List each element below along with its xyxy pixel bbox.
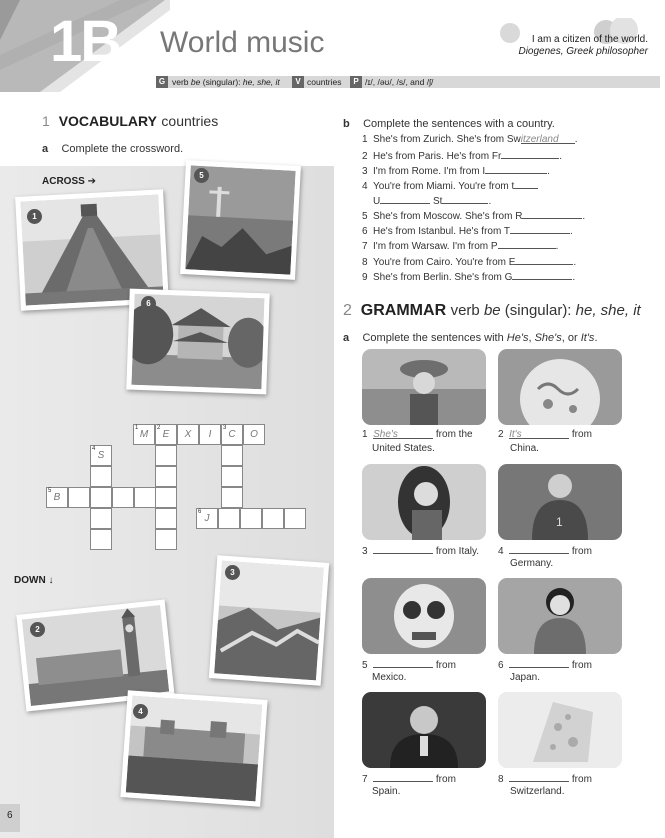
photo-chinese-vase [498, 349, 622, 425]
photo-badge-3: 3 [225, 565, 240, 580]
crossword-cell[interactable]: 1 M [133, 424, 155, 445]
photo-swiss-cheese [498, 692, 622, 768]
photo-italian-woman [362, 464, 486, 540]
crossword-cell[interactable] [90, 508, 112, 529]
vocabulary-tag-text: countries [307, 77, 342, 87]
photo-german-goalkeeper [498, 464, 622, 540]
crossword-cell[interactable] [221, 445, 243, 466]
grammar-item-2: 2 It's from [498, 429, 592, 440]
sentence-3: 3 I'm from Rome. I'm from I . [362, 166, 550, 177]
grammar-item-5-line2: Mexico. [372, 672, 407, 683]
answer-blank[interactable]: itzerland [521, 134, 575, 144]
crossword-cell[interactable] [90, 529, 112, 550]
sentence-8: 8 You're from Cairo. You're from E . [362, 257, 577, 268]
pronunciation-tag-badge: P [350, 76, 362, 88]
crossword-cell[interactable]: X [177, 424, 199, 445]
crossword-cell[interactable]: O [243, 424, 265, 445]
crossword-cell[interactable] [134, 487, 156, 508]
crossword-cell[interactable]: 4 S [90, 445, 112, 466]
crossword-cell[interactable]: 3 C [221, 424, 243, 445]
crossword-cell[interactable] [240, 508, 262, 529]
sentence-6: 6 He's from Istanbul. He's from T . [362, 226, 573, 237]
grammar-item-6-line2: Japan. [510, 672, 541, 683]
answer-blank[interactable] [373, 772, 433, 782]
grammar-tag-badge: G [156, 76, 168, 88]
answer-blank[interactable] [515, 255, 573, 265]
sentence-1: 1 She's from Zurich. She's from Switzerland . [362, 134, 578, 145]
pronunciation-tag-text: /ɪ/, /əʊ/, /s/, and /ʃ/ [365, 77, 434, 87]
answer-blank[interactable] [509, 658, 569, 668]
crossword-cell[interactable] [90, 466, 112, 487]
photo-badge-2: 2 [30, 622, 45, 637]
photo-cowgirl [362, 349, 486, 425]
crossword-cell[interactable] [68, 487, 90, 508]
grammar-heading: 2 GRAMMAR verb be (singular): he, she, it [343, 302, 641, 319]
answer-blank[interactable] [373, 544, 433, 554]
crossword-cell[interactable] [155, 508, 177, 529]
answer-blank[interactable]: She's [373, 429, 433, 439]
grammar-tag-text: verb be (singular): he, she, it [172, 77, 280, 87]
grammar-item-4: 4 from [498, 546, 592, 557]
photo-badge-5: 5 [194, 168, 209, 183]
crossword-cell[interactable] [112, 487, 134, 508]
exercise-b-instruction: b Complete the sentences with a country. [343, 118, 555, 130]
sentence-5: 5 She's from Moscow. She's from R . [362, 211, 586, 222]
quote-author: Diogenes, Greek philosopher [518, 46, 648, 57]
photo-spanish-man [362, 692, 486, 768]
down-label: DOWN ↓ [14, 575, 54, 586]
answer-blank[interactable] [442, 194, 488, 204]
sentence-7: 7 I'm from Warsaw. I'm from P . [362, 241, 559, 252]
vocabulary-heading: 1 VOCABULARY countries [42, 113, 219, 129]
crossword-cell[interactable]: 6 J [196, 508, 218, 529]
answer-blank[interactable] [380, 194, 430, 204]
arrow-down-icon: ↓ [48, 575, 54, 586]
crossword-cell[interactable] [221, 466, 243, 487]
crossword-cell[interactable]: 5 B [46, 487, 68, 508]
vocabulary-instruction-a: a Complete the crossword. [42, 143, 184, 155]
crossword-cell[interactable] [284, 508, 306, 529]
across-label: ACROSS ➔ [42, 176, 96, 187]
crossword-cell[interactable] [155, 445, 177, 466]
photo-japanese-woman [498, 578, 622, 654]
answer-blank[interactable]: It's [509, 429, 569, 439]
crossword-cell[interactable]: I [199, 424, 221, 445]
sentence-9: 9 She's from Berlin. She's from G . [362, 272, 576, 283]
unit-number: 1B [50, 9, 121, 74]
answer-blank[interactable] [514, 179, 538, 189]
svg-text:1: 1 [556, 515, 563, 529]
unit-title: World music [160, 26, 325, 59]
crossword-cell[interactable] [90, 487, 112, 508]
photo-badge-1: 1 [27, 209, 42, 224]
grammar-item-2-line2: China. [510, 443, 539, 454]
quote-text: I am a citizen of the world. [531, 34, 648, 45]
sentence-4: 4 You're from Miami. You're from t [362, 179, 538, 192]
crossword-cell[interactable]: 2 E [155, 424, 177, 445]
answer-blank[interactable] [509, 772, 569, 782]
grammar-item-3: 3 from Italy. [362, 546, 480, 557]
answer-blank[interactable] [522, 209, 582, 219]
answer-blank[interactable] [509, 544, 569, 554]
grammar-instruction-a: a Complete the sentences with He's, She's, or It's. [343, 332, 598, 344]
grammar-item-4-line2: Germany. [510, 558, 554, 569]
sentence-2: 2 He's from Paris. He's from Fr . [362, 151, 563, 162]
answer-blank[interactable] [485, 164, 547, 174]
answer-blank[interactable] [498, 239, 556, 249]
answer-blank[interactable] [512, 270, 572, 280]
answer-blank[interactable] [501, 149, 559, 159]
crossword-cell[interactable] [155, 466, 177, 487]
grammar-item-1: 1 She's from the [362, 429, 473, 440]
photo-sugar-skull [362, 578, 486, 654]
grammar-item-8-line2: Switzerland. [510, 786, 565, 797]
answer-blank[interactable] [373, 658, 433, 668]
grammar-item-7: 7 from [362, 774, 456, 785]
arrow-right-icon: ➔ [87, 176, 96, 187]
photo-badge-6: 6 [141, 296, 156, 311]
grammar-item-7-line2: Spain. [372, 786, 401, 797]
crossword-cell[interactable] [218, 508, 240, 529]
crossword-cell[interactable] [155, 529, 177, 550]
vocabulary-tag-badge: V [292, 76, 304, 88]
sentence-4-cont: U St . [373, 196, 492, 207]
answer-blank[interactable] [510, 224, 570, 234]
grammar-item-1-line2: United States. [372, 443, 435, 454]
crossword-cell[interactable] [155, 487, 177, 508]
grammar-item-5: 5 from [362, 660, 456, 671]
crossword-cell[interactable] [221, 487, 243, 508]
grammar-item-6: 6 from [498, 660, 592, 671]
page-number: 6 [7, 810, 13, 821]
grammar-item-8: 8 from [498, 774, 592, 785]
photo-badge-4: 4 [133, 704, 148, 719]
crossword-cell[interactable] [262, 508, 284, 529]
